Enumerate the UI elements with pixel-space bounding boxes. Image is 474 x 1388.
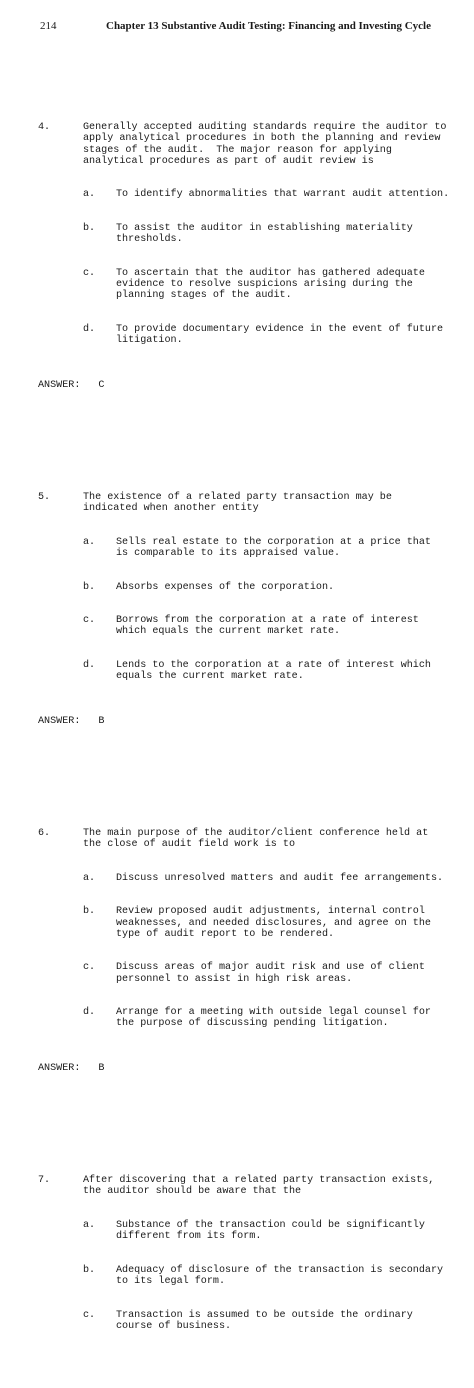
answer-option: [38, 324, 448, 346]
question-stem: The main purpose of the auditor/client conference held at the close of audit field work is to: [83, 827, 429, 851]
answer-option: [38, 873, 448, 884]
page-number: 214: [40, 20, 57, 32]
chapter-title: Chapter 13 Substantive Audit Testing: Financing and Investing Cycle: [106, 20, 431, 32]
option-letter: b.: [83, 1264, 96, 1276]
option-letter: a.: [83, 872, 96, 884]
answer-option: [38, 537, 448, 559]
option-letter: d.: [83, 659, 96, 671]
option-text: To assist the auditor in establishing materiality thresholds.: [116, 223, 413, 246]
answer-option: [38, 615, 448, 637]
option-text: Lends to the corporation at a rate of interest which equals the current market rate.: [116, 659, 431, 683]
answer-line: [38, 380, 448, 391]
answer-option: [38, 268, 448, 302]
question-6: [38, 806, 448, 1097]
option-text: Borrows from the corporation at a rate of interest which equals the current market rate.: [116, 615, 419, 638]
option-letter: b.: [83, 906, 96, 918]
answer-line: [38, 1063, 448, 1074]
answer-option: [38, 906, 448, 940]
question-stem-row: [38, 1175, 448, 1197]
question-number: 6.: [38, 827, 51, 839]
option-letter: b.: [83, 223, 96, 235]
option-text: Discuss areas of major audit risk and use of client personnel to assist in high risk areas.: [116, 962, 425, 985]
option-letter: d.: [83, 1007, 96, 1019]
question-5: [38, 469, 448, 749]
option-text: Substance of the transaction could be significantly different from its form.: [116, 1220, 425, 1243]
answer-option: [38, 223, 448, 245]
question-number: 7.: [38, 1175, 51, 1187]
option-letter: a.: [83, 189, 96, 201]
option-letter: c.: [83, 1309, 96, 1321]
option-text: Arrange for a meeting with outside legal counsel for the purpose of discussing pending litigation.: [116, 1007, 431, 1030]
answer-option: [38, 1007, 448, 1029]
question-7: [38, 1153, 448, 1355]
answer-value: B: [98, 715, 105, 727]
option-text: Transaction is assumed to be outside the ordinary course of business.: [116, 1309, 413, 1332]
answer-label: ANSWER:: [38, 379, 81, 391]
answer-option: [38, 582, 448, 593]
answer-option: [38, 962, 448, 984]
question-stem: Generally accepted auditing standards require the auditor to apply analytical procedures in both the planning and review stages of the audit. The major reason for applying analytical procedures as part of audit review is: [83, 122, 447, 167]
answer-line: [38, 716, 448, 727]
answer-value: B: [98, 1063, 105, 1075]
option-letter: a.: [83, 1220, 96, 1232]
option-text: To provide documentary evidence in the event of future litigation.: [116, 323, 444, 347]
option-letter: b.: [83, 581, 96, 593]
question-stem: After discovering that a related party transaction exists, the auditor should be aware that the: [83, 1175, 435, 1198]
question-number: 4.: [38, 122, 51, 134]
question-4: [38, 100, 448, 414]
question-list: [38, 55, 448, 1388]
page-header: [40, 20, 440, 36]
option-text: Review proposed audit adjustments, internal control weaknesses, and needed disclosures, and agree on the type of audit report to be rendered.: [116, 906, 431, 940]
option-text: To ascertain that the auditor has gathered adequate evidence to resolve suspicions arising during the planning stages of the audit.: [116, 267, 425, 302]
option-letter: c.: [83, 267, 96, 279]
option-text: To identify abnormalities that warrant audit attention.: [116, 189, 450, 201]
answer-option: [38, 660, 448, 682]
option-text: Adequacy of disclosure of the transaction is secondary to its legal form.: [116, 1264, 444, 1288]
option-text: Absorbs expenses of the corporation.: [116, 581, 335, 593]
answer-option: [38, 1220, 448, 1242]
question-stem-row: [38, 828, 448, 850]
question-stem-row: [38, 492, 448, 514]
question-number: 5.: [38, 491, 51, 503]
question-stem-row: [38, 122, 448, 167]
answer-label: ANSWER:: [38, 715, 81, 727]
answer-option: [38, 1310, 448, 1332]
option-letter: c.: [83, 962, 96, 974]
option-letter: a.: [83, 536, 96, 548]
answer-label: ANSWER:: [38, 1063, 81, 1075]
option-letter: d.: [83, 323, 96, 335]
answer-option: [38, 189, 448, 200]
question-stem: The existence of a related party transaction may be indicated when another entity: [83, 491, 392, 515]
option-text: Sells real estate to the corporation at a price that is comparable to its appraised value.: [116, 536, 431, 559]
option-text: Discuss unresolved matters and audit fee arrangements.: [116, 872, 444, 884]
answer-option: [38, 1265, 448, 1287]
option-letter: c.: [83, 615, 96, 627]
answer-value: C: [98, 379, 105, 391]
